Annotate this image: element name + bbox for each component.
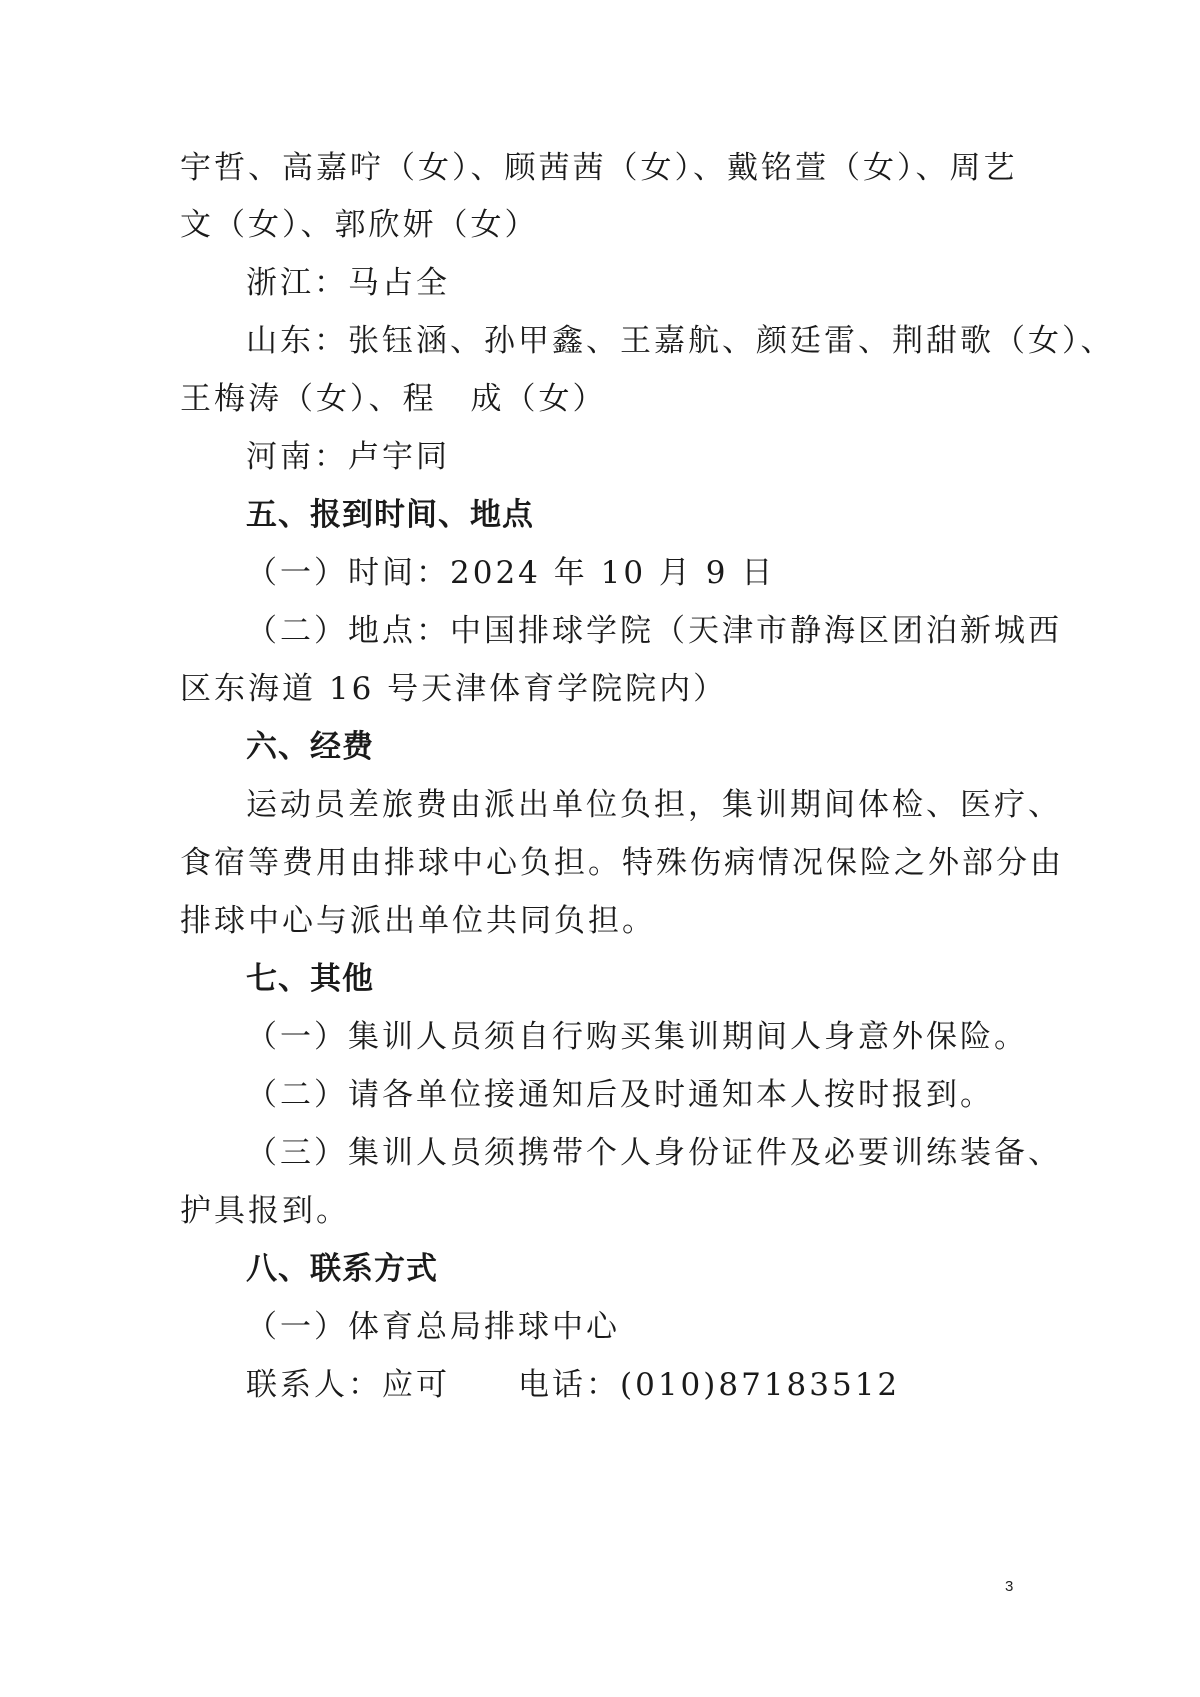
expenses-line-3: 排球中心与派出单位共同负担。 bbox=[180, 903, 656, 939]
other-item-3-line-2: 护具报到。 bbox=[180, 1193, 350, 1229]
expenses-line-1: 运动员差旅费由派出单位负担，集训期间体检、医疗、 bbox=[246, 787, 1062, 823]
shandong-line-1: 山东：张钰涵、孙甲鑫、王嘉航、颜廷雷、荆甜歌（女）、 bbox=[246, 323, 1115, 359]
report-time: （一）时间：2024 年 10 月 9 日 bbox=[246, 555, 776, 591]
contact-person-phone: 联系人：应可 电话：(010)87183512 bbox=[246, 1367, 901, 1403]
tianjin-list-continued-line-1: 宇哲、高嘉咛（女）、顾茜茜（女）、戴铭萱（女）、周艺 bbox=[180, 150, 1018, 186]
tianjin-list-continued-line-2: 文（女）、郭欣妍（女） bbox=[180, 207, 539, 243]
expenses-line-2: 食宿等费用由排球中心负担。特殊伤病情况保险之外部分由 bbox=[180, 845, 1064, 881]
contact-organization: （一）体育总局排球中心 bbox=[246, 1309, 620, 1345]
section-8-heading: 八、联系方式 bbox=[246, 1251, 438, 1287]
section-7-heading: 七、其他 bbox=[246, 961, 374, 997]
zhejiang-line: 浙江：马占全 bbox=[246, 265, 450, 301]
other-item-2: （二）请各单位接通知后及时通知本人按时报到。 bbox=[246, 1077, 994, 1113]
page-number: 3 bbox=[1005, 1578, 1014, 1595]
section-5-heading: 五、报到时间、地点 bbox=[246, 497, 534, 533]
henan-line: 河南：卢宇同 bbox=[246, 439, 450, 475]
other-item-1: （一）集训人员须自行购买集训期间人身意外保险。 bbox=[246, 1019, 1028, 1055]
report-place-line-2: 区东海道 16 号天津体育学院院内） bbox=[180, 671, 728, 707]
shandong-line-2: 王梅涛（女）、程 成（女） bbox=[180, 381, 607, 417]
report-place-line-1: （二）地点：中国排球学院（天津市静海区团泊新城西 bbox=[246, 613, 1062, 649]
section-6-heading: 六、经费 bbox=[246, 729, 374, 765]
other-item-3-line-1: （三）集训人员须携带个人身份证件及必要训练装备、 bbox=[246, 1135, 1062, 1171]
